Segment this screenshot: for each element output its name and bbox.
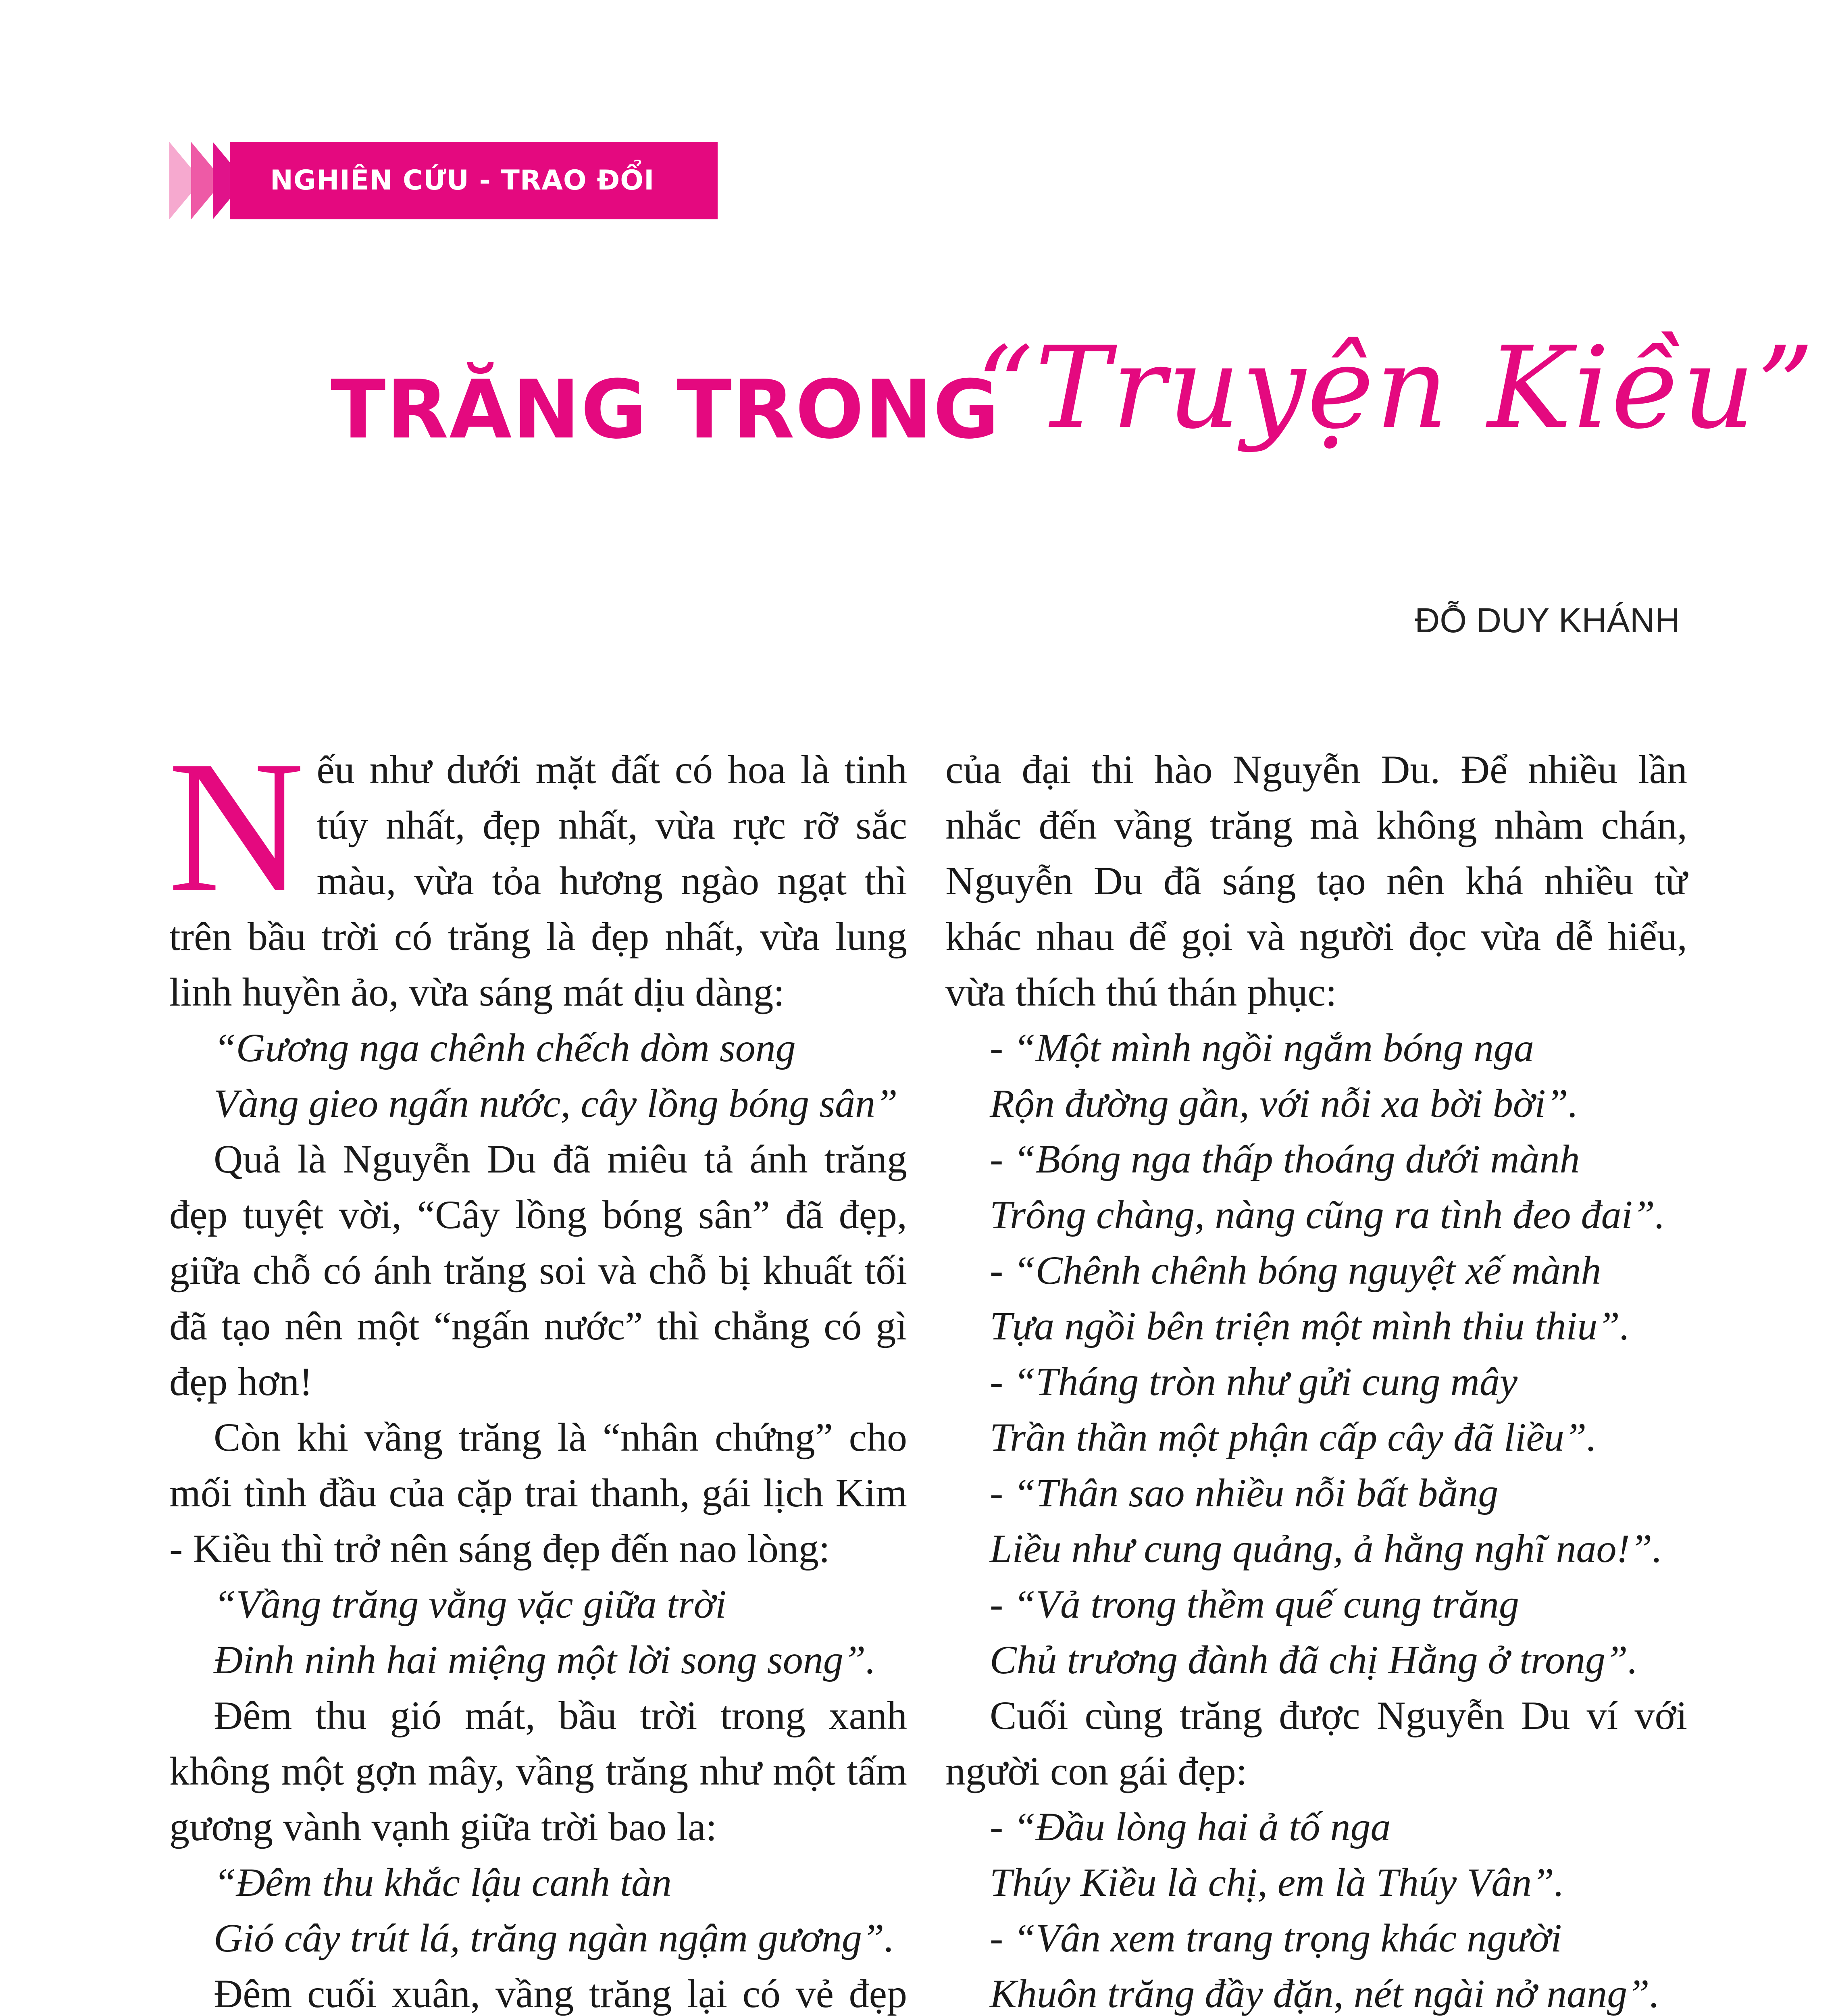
quote-line: - “Tháng tròn như gửi cung mây	[990, 1359, 1518, 1404]
paragraph: Đêm thu gió mát, bầu trời trong xanh không một gợn mây, vầng trăng như một tấm gương vành vạnh giữa trời bao la:	[169, 1693, 907, 1849]
title-main: TRĂNG TRONG	[331, 363, 1000, 457]
quote-line: Liều như cung quảng, ả hằng nghĩ nao!”.	[990, 1526, 1663, 1571]
verse-line: “Đêm thu khắc lậu canh tàn	[214, 1860, 672, 1905]
verse-line: Vàng gieo ngấn nước, cây lồng bóng sân”	[214, 1081, 898, 1126]
drop-cap: N	[168, 721, 305, 931]
quote-line: - “Vả trong thềm quế cung trăng	[990, 1582, 1519, 1627]
quote-line: Rộn đường gần, với nỗi xa bời bời”.	[990, 1081, 1578, 1126]
author-byline: ĐỖ DUY KHÁNH	[1415, 601, 1680, 640]
verse-line: “Vầng trăng vằng vặc giữa trời	[214, 1582, 726, 1627]
title-script: “Truyện Kiều”	[976, 323, 1816, 454]
quote-line: Trông chàng, nàng cũng ra tình đeo đai”.	[990, 1192, 1665, 1237]
right-column	[945, 742, 1687, 2016]
paragraph: Cuối cùng trăng được Nguyễn Du ví với người con gái đẹp:	[945, 1693, 1687, 1793]
quote-line: - “Chênh chênh bóng nguyệt xế mành	[990, 1248, 1601, 1293]
paragraph: ếu như dưới mặt đất có hoa là tinh túy nhất, đẹp nhất, vừa rực rỡ sắc màu, vừa tỏa hương ngào ngạt thì trên bầu trời có trăng là đẹp nhất, vừa lung linh huyền ảo, vừa sáng mát dịu dàng:	[169, 747, 907, 1014]
quote-line: Chủ trương đành đã chị Hằng ở trong”.	[990, 1637, 1638, 1682]
quote-line: Trần thần một phận cấp cây đã liều”.	[990, 1415, 1597, 1460]
paragraph: Quả là Nguyễn Du đã miêu tả ánh trăng đẹp tuyệt vời, “Cây lồng bóng sân” đã đẹp, giữa chỗ có ánh trăng soi và chỗ bị khuất tối đã tạo nên một “ngấn nước” thì chẳng có gì đẹp hơn!	[169, 1137, 907, 1404]
verse-line: Gió cây trút lá, trăng ngàn ngậm gương”.	[214, 1916, 895, 1960]
quote-line: Tựa ngồi bên triện một mình thiu thiu”.	[990, 1304, 1630, 1348]
quote-line: - “Một mình ngồi ngắm bóng nga	[990, 1025, 1534, 1070]
paragraph: Đêm cuối xuân, vầng trăng lại có vẻ đẹp	[214, 1971, 907, 2016]
quote-line: Khuôn trăng đầy đặn, nét ngài nở nang”.	[990, 1971, 1660, 2016]
left-column	[168, 721, 907, 2016]
section-label: NGHIÊN CỨU - TRAO ĐỔI	[270, 165, 655, 196]
quote-line: - “Thân sao nhiều nỗi bất bằng	[990, 1470, 1499, 1515]
paragraph: Còn khi vầng trăng là “nhân chứng” cho mối tình đầu của cặp trai thanh, gái lịch Kim - Kiều thì trở nên sáng đẹp đến nao lòng:	[169, 1415, 907, 1571]
paragraph: của đại thi hào Nguyễn Du. Để nhiều lần nhắc đến vầng trăng mà không nhàm chán, Nguyễn Du đã sáng tạo nên khá nhiều từ khác nhau để gọi và người đọc vừa dễ hiểu, vừa thích thú thán phục:	[945, 747, 1687, 1014]
quote-line: - “Bóng nga thấp thoáng dưới mành	[990, 1137, 1580, 1181]
verse-line: Đinh ninh hai miệng một lời song song”.	[214, 1637, 876, 1682]
quote-line: - “Vân xem trang trọng khác người	[990, 1916, 1562, 1960]
verse-line: “Gương nga chênh chếch dòm song	[214, 1025, 796, 1070]
quote-line: Thúy Kiều là chị, em là Thúy Vân”.	[990, 1860, 1564, 1905]
quote-line: - “Đầu lòng hai ả tố nga	[990, 1804, 1391, 1849]
